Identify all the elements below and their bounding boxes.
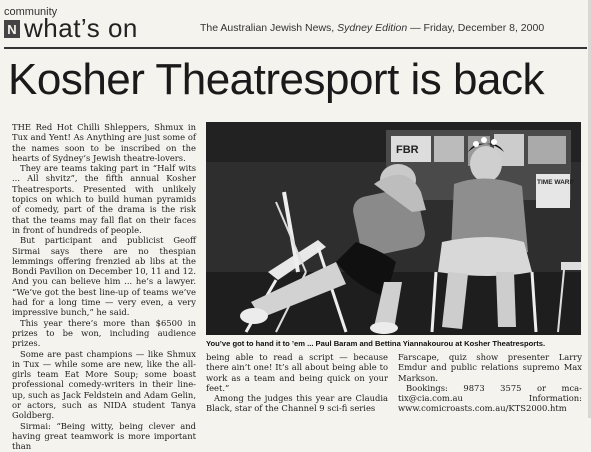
- paragraph: THE Red Hot Chilli Shleppers, Shmux in Tux and Yent! As Anything are just some of the names soon to be inscribed on the hearts of Sydney’s Jewish theatre-lovers.: [12, 122, 196, 163]
- sign-fbr: FBR: [396, 144, 419, 156]
- paragraph: being able to read a script — because there ain’t one! It’s all about being able to work as a team and being quick on your feet.”: [206, 352, 388, 393]
- article-photo: [206, 122, 581, 335]
- article-column-1: [12, 122, 196, 452]
- paragraph: Some are past champions — like Shmux in Tux — while some are new, like the all-girls team Eat More Soup; some boast professional comedy-writers in their line-up, such as Jack Feldstein and Adam Gelin, or actors, such as NIDA student Tanya Goldberg.: [12, 348, 196, 421]
- section-label-small: community: [4, 6, 58, 18]
- sign-time-warp: TIME WARP: [537, 179, 574, 186]
- newspaper-logo-icon: N: [4, 20, 20, 38]
- article-column-2: [206, 352, 388, 414]
- photo-caption: You’ve got to hand it to ’em ... Paul Baram and Bettina Yiannakourou at Kosher Theatresports.: [206, 339, 546, 348]
- section-label-big: what’s on: [24, 13, 138, 43]
- article-column-3: [398, 352, 582, 414]
- paragraph: Farscape, quiz show presenter Larry Emdur and public relations supremo Max Markson.: [398, 352, 582, 383]
- paragraph: Sirmai: “Being witty, being clever and having great teamwork is more important than: [12, 420, 196, 452]
- article-headline: Kosher Theatresport is back: [8, 55, 544, 104]
- masthead: [200, 22, 544, 34]
- masthead-edition: Sydney Edition: [337, 22, 408, 34]
- booking-info: Bookings: 9873 3575 or mca-tix@cia.com.au Information: www.comicroasts.com.au/KTS2000.htm: [398, 382, 582, 414]
- masthead-date: — Friday, December 8, 2000: [410, 22, 545, 34]
- paragraph: Among the judges this year are Claudia Black, star of the Channel 9 sci-fi series: [206, 393, 388, 414]
- paragraph: But participant and publicist Geoff Sirmai says there are no thespian lemmings offering frenzied ab libs at the Bondi Pavilion on December 10, 11 and 12. And you can believe him ... he’s a lawyer. “We’ve got the best line-up of teams we’ve had for a long time — very even, a very impressive bunch,” he said.: [12, 235, 196, 318]
- header-rule: [4, 47, 587, 49]
- paragraph: This year there’s more than $6500 in prizes to be won, including audience prizes.: [12, 317, 196, 349]
- paragraph: They are teams taking part in “Half wits ... All shvitz”, the fifth annual Kosher Theatresports. Presented with unlikely topics on which to build human pyramids of comedy, part of the drama is the risk that the teams may fall flat on their faces in front of hundreds of people.: [12, 163, 196, 235]
- photo-illustration: [206, 122, 581, 335]
- masthead-paper: The Australian Jewish News,: [200, 22, 335, 34]
